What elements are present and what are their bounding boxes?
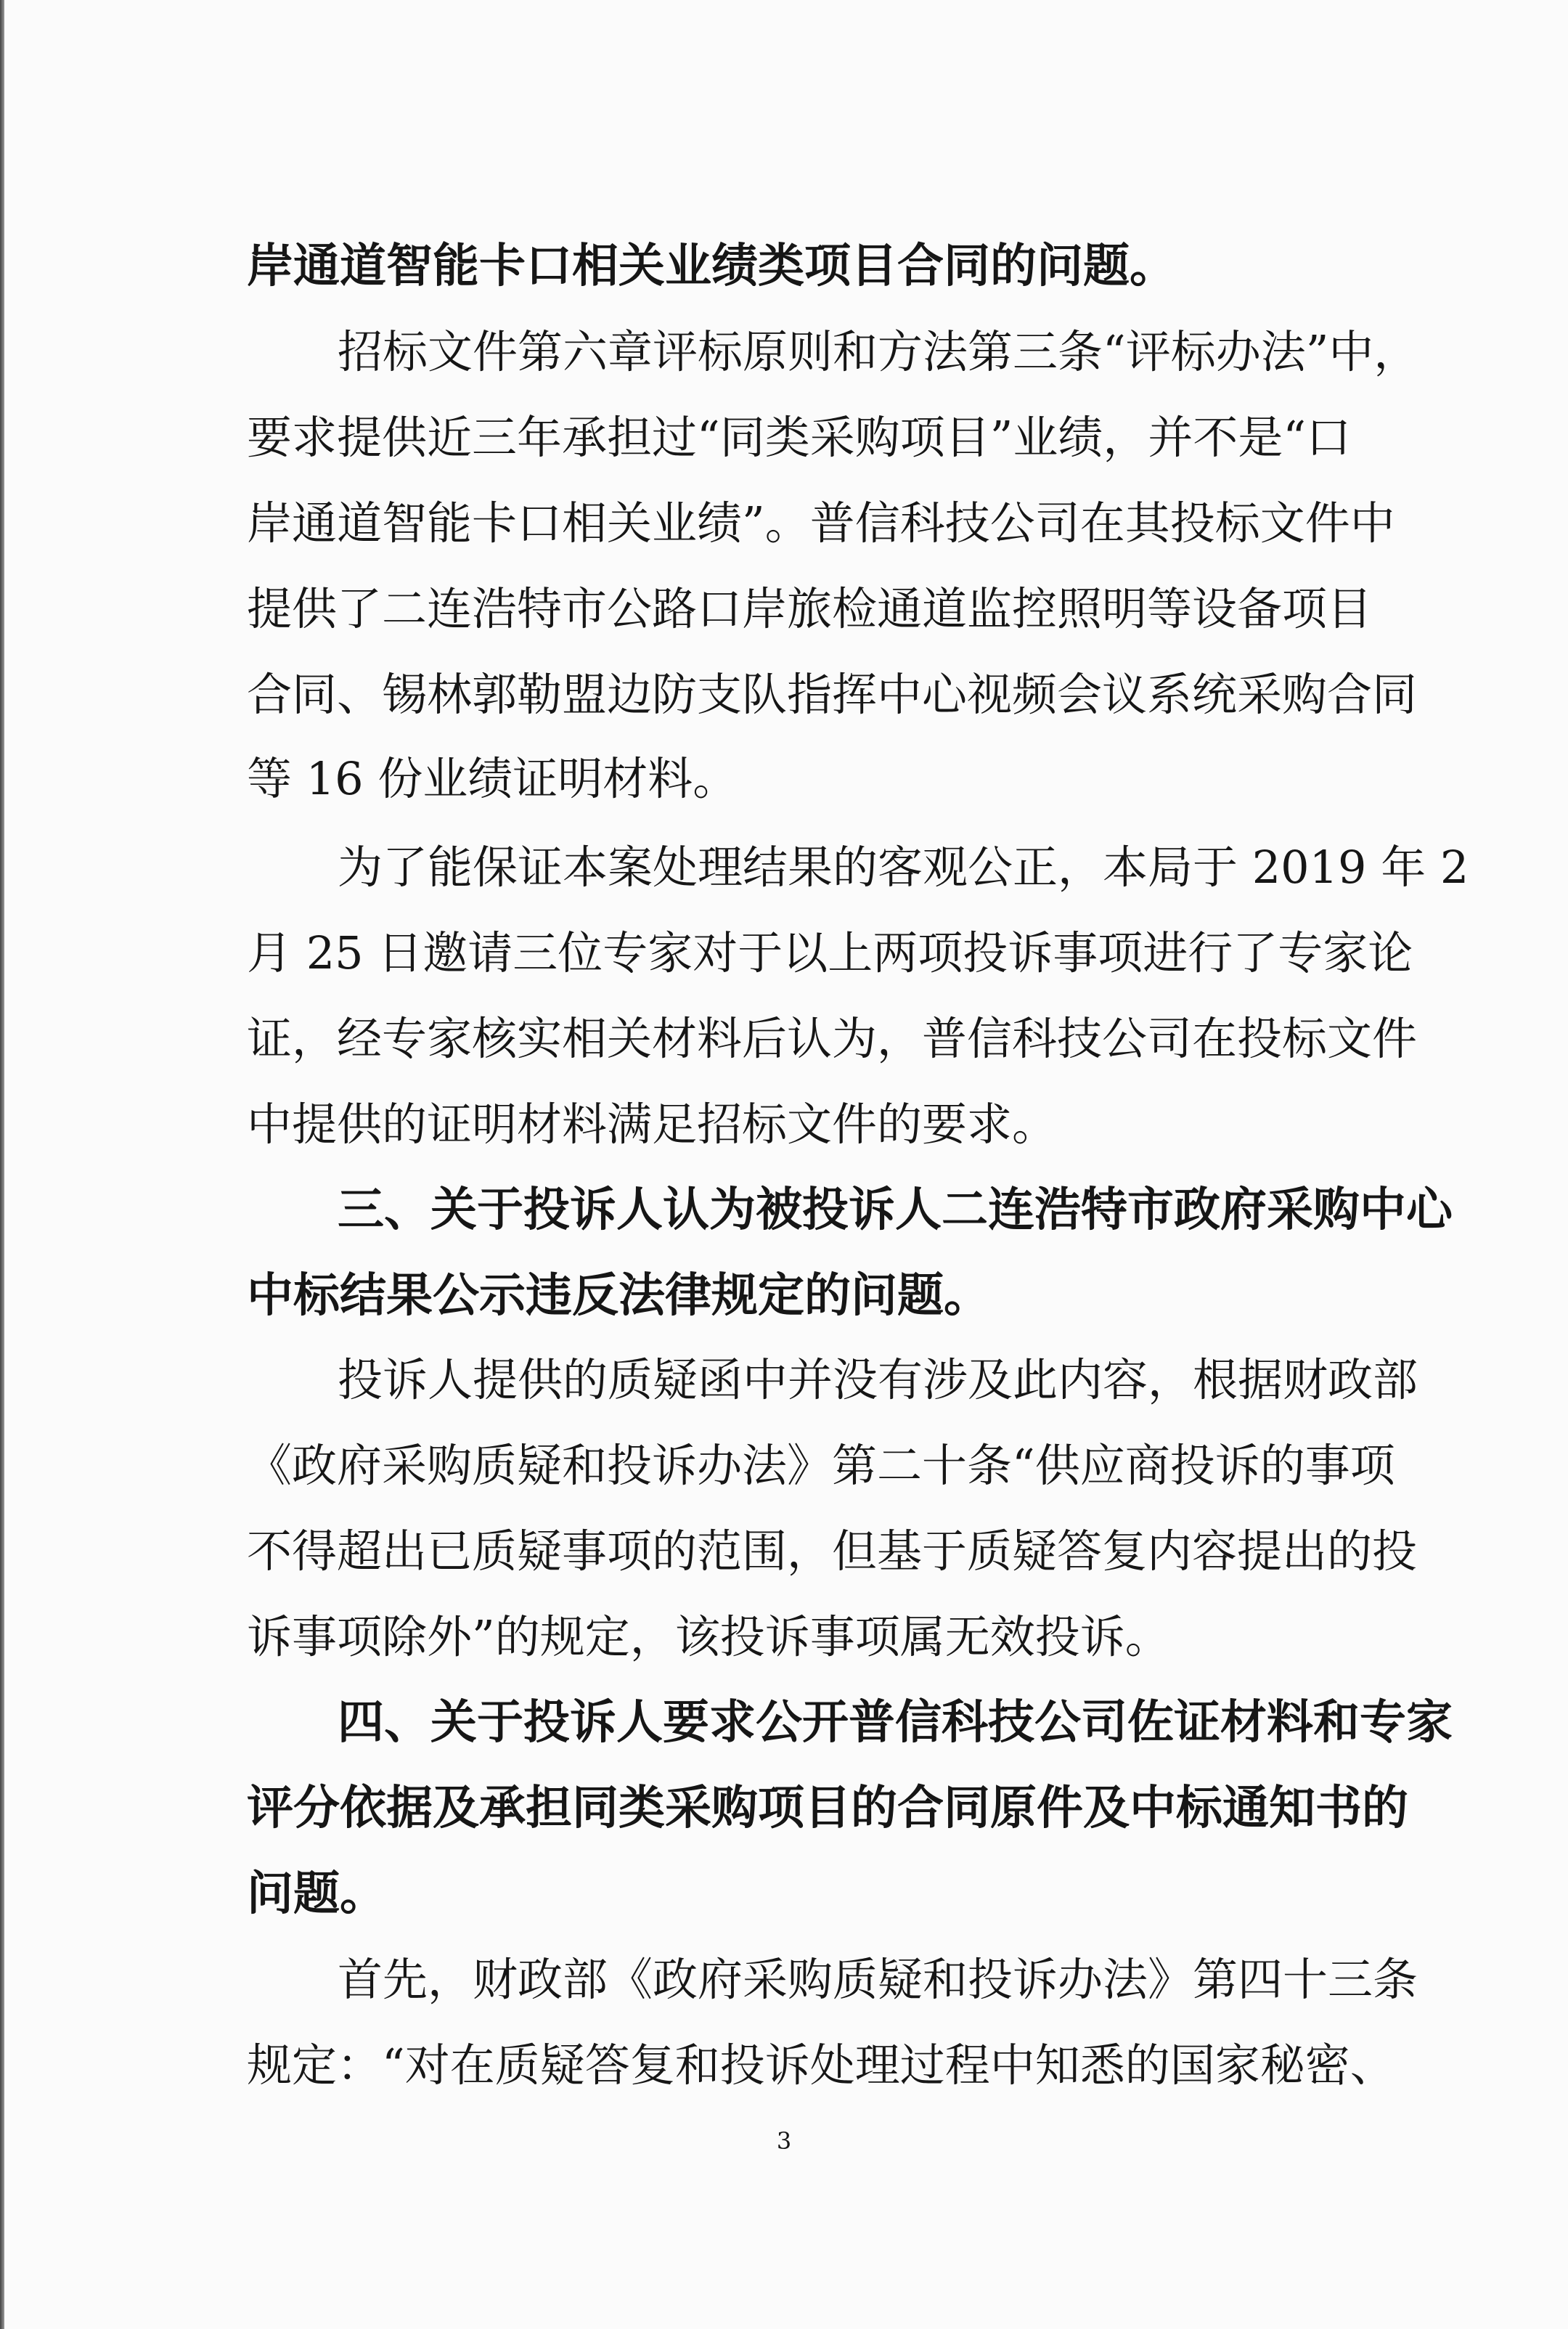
paragraph-line: 投诉人提供的质疑函中并没有涉及此内容，根据财政部 — [338, 1353, 1418, 1406]
paragraph-line: 中提供的证明材料满足招标文件的要求。 — [247, 1098, 1058, 1151]
paragraph-line: 提供了二连浩特市公路口岸旅检通道监控照明等设备项目 — [247, 582, 1373, 635]
page-number: 3 — [776, 2127, 792, 2155]
paragraph-line: 月 25 日邀请三位专家对于以上两项投诉事项进行了专家论 — [247, 926, 1413, 979]
paragraph-line: 不得超出已质疑事项的范围，但基于质疑答复内容提出的投 — [247, 1525, 1418, 1578]
paragraph-line: 规定：“对在质疑答复和投诉处理过程中知悉的国家秘密、 — [247, 2039, 1395, 2092]
section-heading: 问题。 — [247, 1867, 386, 1921]
heading-continuation: 岸通道智能卡口相关业绩类项目合同的问题。 — [247, 240, 1176, 293]
scan-edge-shadow — [0, 0, 4, 2329]
paragraph-line: 岸通道智能卡口相关业绩”。普信科技公司在其投标文件中 — [247, 497, 1395, 550]
paragraph-line: 证，经专家核实相关材料后认为，普信科技公司在投标文件 — [247, 1012, 1418, 1065]
paragraph-line: 为了能保证本案处理结果的客观公正，本局于 2019 年 2 — [338, 841, 1469, 894]
paragraph-line: 要求提供近三年承担过“同类采购项目”业绩，并不是“口 — [247, 411, 1352, 464]
section-heading: 中标结果公示违反法律规定的问题。 — [247, 1269, 990, 1323]
paragraph-line: 等 16 份业绩证明材料。 — [247, 752, 738, 805]
section-heading: 评分依据及承担同类采购项目的合同原件及中标通知书的 — [247, 1782, 1408, 1835]
paragraph-line: 诉事项除外”的规定，该投诉事项属无效投诉。 — [247, 1610, 1170, 1663]
paragraph-line: 合同、锡林郭勒盟边防支队指挥中心视频会议系统采购合同 — [247, 668, 1418, 721]
section-heading: 三、关于投诉人认为被投诉人二连浩特市政府采购中心 — [338, 1183, 1453, 1237]
section-heading: 四、关于投诉人要求公开普信科技公司佐证材料和专家 — [338, 1696, 1453, 1750]
paragraph-line: 招标文件第六章评标原则和方法第三条“评标办法”中， — [338, 325, 1419, 378]
paragraph-line: 首先，财政部《政府采购质疑和投诉办法》第四十三条 — [338, 1953, 1418, 2006]
paragraph-line: 《政府采购质疑和投诉办法》第二十条“供应商投诉的事项 — [247, 1439, 1395, 1492]
